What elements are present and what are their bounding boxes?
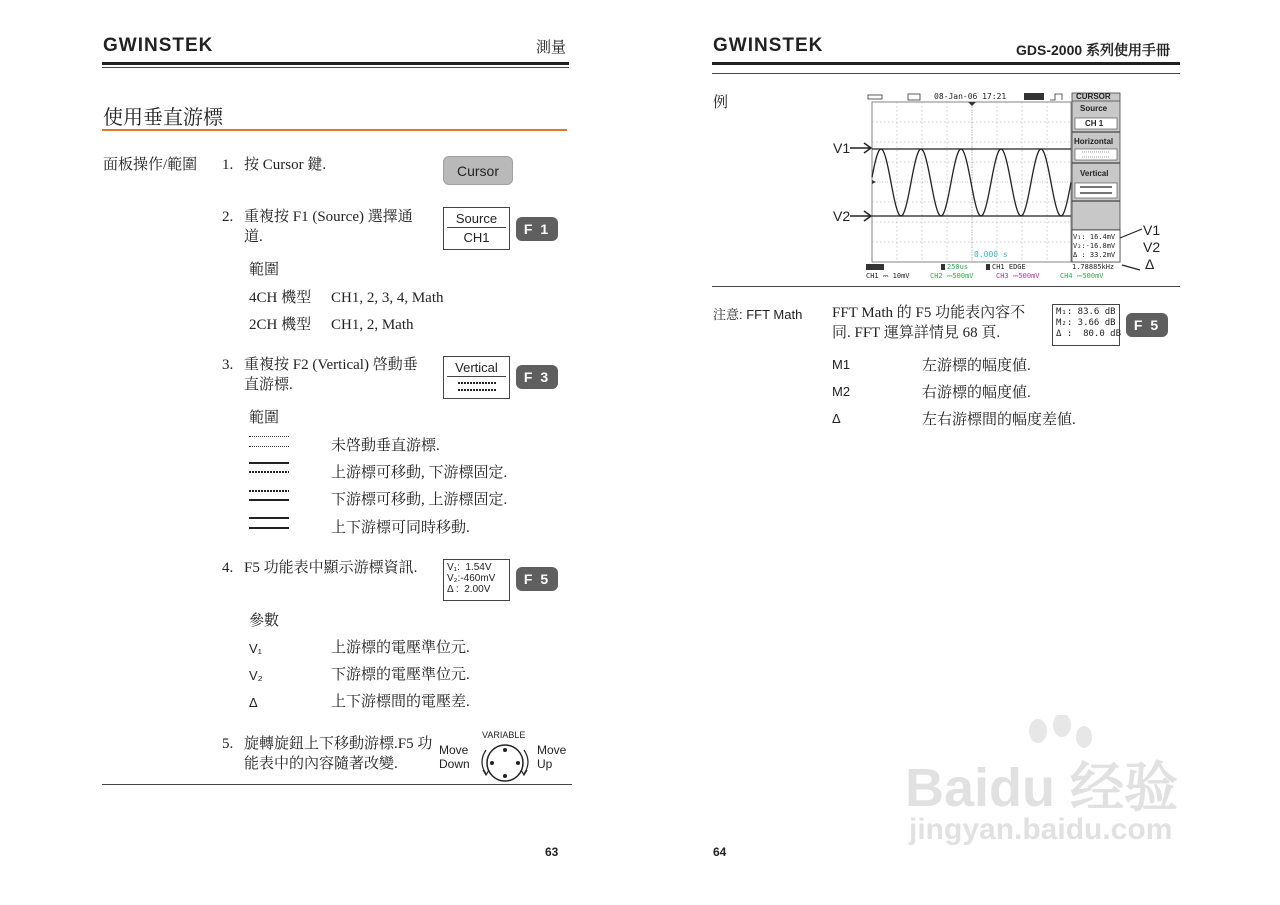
step-4-num: 4. (222, 560, 234, 576)
param-delta-desc: 上下游標間的電壓差. (331, 694, 470, 710)
scope-menu-ch1: CH 1 (1085, 119, 1104, 128)
f1-key[interactable]: F 1 (516, 217, 558, 241)
fft-param-m1-sym: M1 (832, 357, 851, 372)
right-divider (712, 286, 1180, 287)
scope-menu-title: CURSOR (1076, 92, 1111, 101)
scope-menu-horizontal[interactable]: Horizontal (1074, 137, 1114, 146)
step-1-text: 按 Cursor 鍵. (244, 157, 327, 173)
fft-param-m1-desc: 左游標的幅度値. (922, 358, 1031, 374)
param-delta-sym: Δ (249, 695, 258, 710)
mode-3-desc: 下游標可移動, 上游標固定. (331, 492, 508, 508)
scope-trigger: CH1 EDGE (992, 263, 1026, 271)
range-label-1: 範圍 (249, 262, 280, 278)
mode-4-desc: 上下游標可同時移動. (331, 520, 470, 536)
knob-move-up-label: Move Up (537, 743, 567, 771)
source-menu-label: Source (447, 208, 506, 228)
f5-key-right[interactable]: F 5 (1126, 313, 1168, 337)
left-header-rule (102, 62, 569, 65)
section-title-underline (102, 129, 567, 131)
f3-key[interactable]: F 3 (516, 365, 558, 389)
param-v1-desc: 上游標的電壓準位元. (331, 640, 470, 656)
fft-param-delta-desc: 左右游標間的幅度差値. (922, 412, 1076, 428)
right-page-number: 64 (713, 845, 727, 859)
left-page-number: 63 (545, 845, 559, 859)
gwinstek-logo-right: GWINSTEK (713, 35, 824, 56)
step-1-num: 1. (222, 157, 234, 173)
note-label: 注意: FFT Math (713, 307, 803, 322)
step-5-num: 5. (222, 736, 234, 752)
step-3-text: 重複按 F2 (Vertical) 啓動垂直游標. (244, 357, 418, 393)
params-label: 參數 (249, 613, 280, 629)
param-v1-sym: V₁ (249, 641, 263, 656)
label-v2-right: V2 (1143, 239, 1161, 255)
arrow-v2-icon (850, 209, 874, 223)
step-5-text: 旋轉旋鈕上下移動游標.F5 功能表中的內容隨著改變. (244, 736, 433, 772)
label-v1-right: V1 (1143, 222, 1161, 238)
arrow-v1-icon (850, 141, 874, 155)
left-header-title: 測量 (536, 40, 567, 56)
mode-1-desc: 未啓動垂直游標. (331, 438, 440, 454)
cursor-button[interactable]: Cursor (443, 156, 513, 185)
param-v2-sym: V₂ (249, 668, 263, 683)
section-title: 使用垂直游標 (103, 107, 223, 129)
f5-key-left[interactable]: F 5 (516, 567, 558, 591)
example-label: 例 (713, 95, 729, 111)
scope-screenshot (862, 91, 1122, 284)
scope-ch4: CH4 ⎓500mV (1060, 272, 1104, 280)
mode-2-desc: 上游標可移動, 下游標固定. (331, 465, 508, 481)
fft-readout-box: M₁: 83.6 dB M₂: 3.66 dB Δ : 80.0 dB (1052, 304, 1120, 346)
knob-title: VARIABLE (482, 730, 526, 740)
step-2-num: 2. (222, 209, 234, 225)
scope-ch3: CH3 ⎓500mV (996, 272, 1040, 280)
fft-param-m2-desc: 右游標的幅度値. (922, 385, 1031, 401)
range-row-2ch-model: 2CH 機型 (249, 317, 312, 333)
label-v2-left: V2 (833, 208, 851, 224)
fft-param-m2-sym: M2 (832, 384, 851, 399)
knob-move-down-label: Move Down (439, 743, 470, 771)
vertical-menu-label: Vertical (447, 357, 506, 377)
range-row-4ch-model: 4CH 機型 (249, 290, 312, 306)
gwinstek-logo-left: GWINSTEK (103, 35, 214, 56)
fft-param-delta-sym: Δ (832, 411, 841, 426)
scope-ch1: CH1 ⎓ 10mV (866, 272, 910, 280)
scope-timebase: 250us (947, 263, 969, 271)
step-4-text: F5 功能表中顯示游標資訊. (244, 560, 418, 576)
cursor-readout-box: V₁: 1.54V V₂:-460mV Δ : 2.00V (443, 559, 510, 601)
param-v2-desc: 下游標的電壓準位元. (331, 667, 470, 683)
label-v1-left: V1 (833, 140, 851, 156)
vertical-menu-lines (444, 377, 509, 397)
vertical-menu-box (443, 356, 510, 399)
source-menu-value: CH1 (463, 230, 490, 245)
baidu-watermark (905, 735, 1205, 865)
watermark-url: jingyan.baidu.com (909, 813, 1173, 846)
range-label-2: 範圍 (249, 410, 280, 426)
scope-center-time: 0.000 s (974, 250, 1008, 259)
scope-freq: 1.78885kHz (1072, 263, 1115, 271)
step-2-text: 重複按 F1 (Source) 選擇通道. (244, 209, 413, 245)
left-header-rule-thin (102, 67, 569, 68)
readout-pointer-lines (1118, 225, 1146, 275)
step-3-num: 3. (222, 357, 234, 373)
scope-readout-delta: Δ : 33.2mV (1073, 251, 1116, 259)
scope-ch2: CH2 ⎓500mV (930, 272, 974, 280)
scope-readout-v1: V₁: 16.4mV (1073, 233, 1116, 241)
source-menu-box (443, 207, 510, 250)
label-delta-right: Δ (1145, 256, 1155, 272)
variable-knob-icon[interactable] (470, 740, 540, 786)
left-footer-rule (102, 784, 572, 785)
right-header-rule (712, 62, 1180, 65)
range-row-2ch-value: CH1, 2, Math (331, 317, 414, 333)
range-row-4ch-value: CH1, 2, 3, 4, Math (331, 290, 444, 306)
watermark-brand: Baidu 经验 (905, 758, 1179, 818)
note-text: FFT Math 的 F5 功能表內容不同. FFT 運算詳情見 68 頁. (832, 305, 1026, 341)
scope-menu-vertical[interactable]: Vertical (1080, 169, 1109, 178)
right-header-rule-thin (712, 73, 1180, 74)
scope-top-date: 08-Jan-06 17:21 (934, 92, 1007, 101)
scope-readout-v2: V₂:-16.8mV (1073, 242, 1116, 250)
scope-menu-source[interactable]: Source (1080, 104, 1108, 113)
side-label: 面板操作/範圍 (103, 157, 198, 173)
right-header-title: GDS-2000 系列使用手冊 (1016, 42, 1171, 58)
